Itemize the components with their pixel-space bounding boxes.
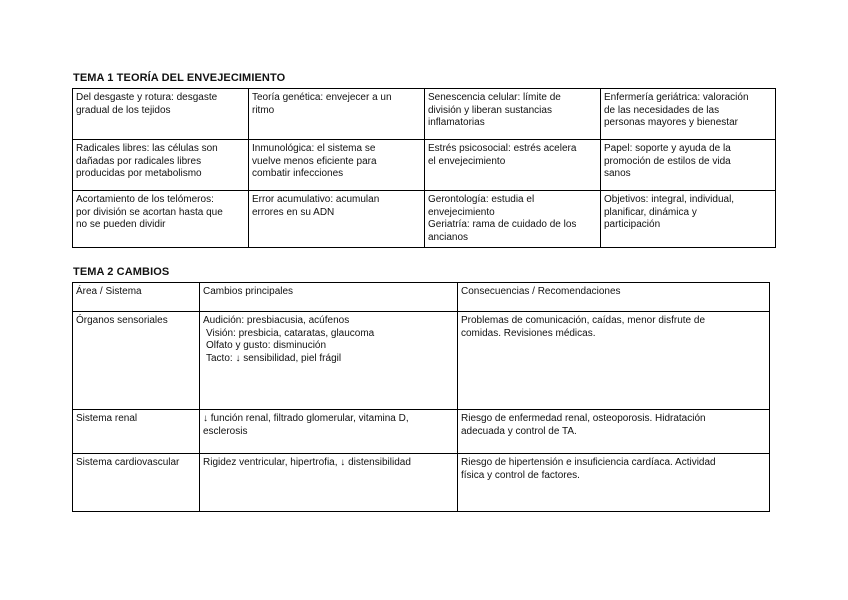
table-row: [73, 140, 776, 191]
table-header-row: [73, 283, 770, 312]
cambios-cell: Audición: presbiacusia, acúfenos Visión: presbicia, cataratas, glaucoma Olfato y gusto: disminución Tacto: ↓ sensibilidad, piel frágil: [200, 312, 458, 410]
consecuencias-cell: Riesgo de enfermedad renal, osteoporosis. Hidratación adecuada y control de TA.: [458, 410, 770, 454]
tema2-title: TEMA 2 CAMBIOS: [73, 266, 170, 278]
table-cell: Papel: soporte y ayuda de la promoción de estilos de vida sanos: [601, 140, 776, 191]
table-row: [73, 454, 770, 512]
column-header-consecuencias: Consecuencias / Recomendaciones: [458, 283, 770, 312]
consecuencias-cell: Riesgo de hipertensión e insuficiencia cardíaca. Actividad física y control de factores.: [458, 454, 770, 512]
column-header-cambios: Cambios principales: [200, 283, 458, 312]
table-cell: Radicales libres: las células son dañadas por radicales libres producidas por metabolismo: [73, 140, 249, 191]
tema1-table: [72, 88, 776, 248]
table-cell: Error acumulativo: acumulan errores en su ADN: [249, 191, 425, 248]
tema2-table: [72, 282, 770, 512]
table-row: [73, 191, 776, 248]
table-cell: Del desgaste y rotura: desgaste gradual de los tejidos: [73, 89, 249, 140]
area-cell: Órganos sensoriales: [73, 312, 200, 410]
area-cell: Sistema cardiovascular: [73, 454, 200, 512]
consecuencias-cell: Problemas de comunicación, caídas, menor disfrute de comidas. Revisiones médicas.: [458, 312, 770, 410]
table-row: [73, 410, 770, 454]
table-cell: Estrés psicosocial: estrés acelera el envejecimiento: [425, 140, 601, 191]
table-cell: Senescencia celular: límite de división y liberan sustancias inflamatorias: [425, 89, 601, 140]
table-cell: Enfermería geriátrica: valoración de las necesidades de las personas mayores y bienestar: [601, 89, 776, 140]
tema1-title: TEMA 1 TEORÍA DEL ENVEJECIMIENTO: [73, 72, 286, 84]
table-row: [73, 89, 776, 140]
column-header-area: Área / Sistema: [73, 283, 200, 312]
table-cell: Gerontología: estudia el envejecimiento Geriatría: rama de cuidado de los ancianos: [425, 191, 601, 248]
cambios-cell: Rigidez ventricular, hipertrofia, ↓ distensibilidad: [200, 454, 458, 512]
table-cell: Inmunológica: el sistema se vuelve menos eficiente para combatir infecciones: [249, 140, 425, 191]
table-cell: Teoría genética: envejecer a un ritmo: [249, 89, 425, 140]
table-cell: Acortamiento de los telómeros: por división se acortan hasta que no se pueden dividir: [73, 191, 249, 248]
cambios-cell: ↓ función renal, filtrado glomerular, vitamina D, esclerosis: [200, 410, 458, 454]
area-cell: Sistema renal: [73, 410, 200, 454]
table-row: [73, 312, 770, 410]
table-cell: Objetivos: integral, individual, planificar, dinámica y participación: [601, 191, 776, 248]
